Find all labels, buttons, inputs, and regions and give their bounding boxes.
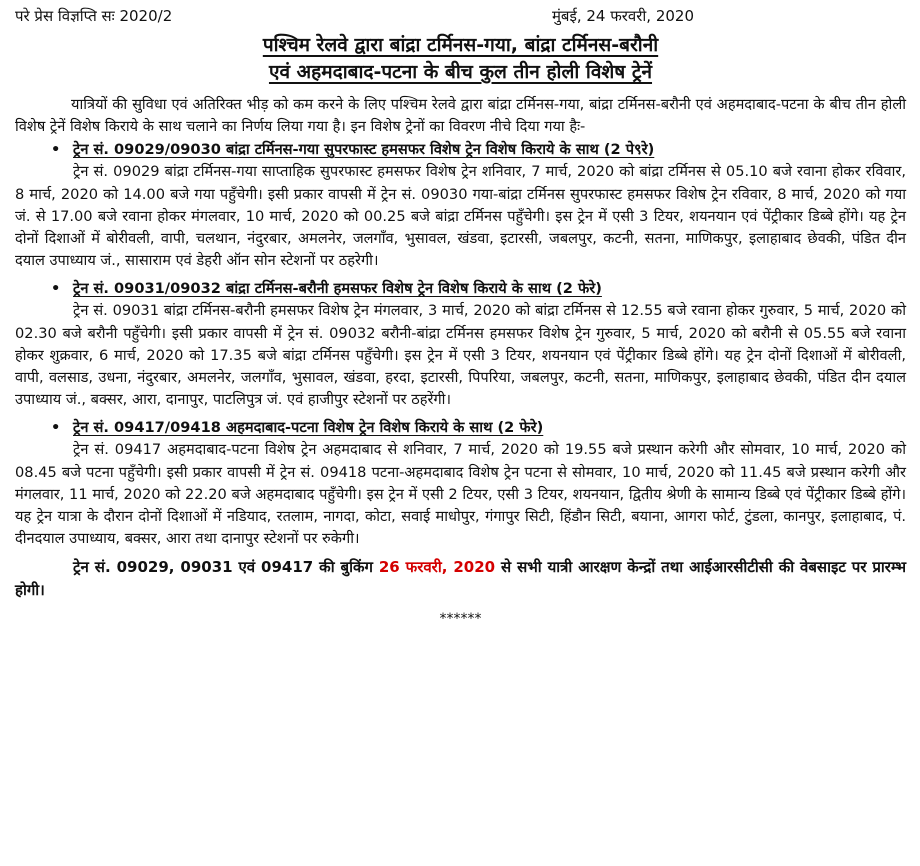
release-header (15, 6, 906, 28)
train-section-3 (15, 417, 906, 550)
release-number: परे प्रेस विज्ञप्ति सः 2020/2 (15, 7, 173, 25)
bullet-icon: • (51, 141, 61, 159)
train-section-2 (15, 278, 906, 411)
bullet-icon: • (51, 280, 61, 298)
train-details: ट्रेन सं. 09417 अहमदाबाद-पटना विशेष ट्रेन अहमदाबाद से शनिवार, 7 मार्च, 2020 को 19.55 बजे प्रस्थान करेगी और सोमवार, 10 मार्च, 2020 को 08.45 बजे पटना पहुँचेगी। इसी प्रकार वापसी में ट्रेन सं. 09418 पटना-अहमदाबाद विशेष ट्रेन पटना से सोमवार, 10 मार्च, 2020 को 11.45 बजे प्रस्थान करेगी और मंगलवार, 11 मार्च, 2020 को 22.20 बजे अहमदाबाद पहुँचेगी। इस ट्रेन में एसी 2 टियर, एसी 3 टियर, शयनयान, द्वितीय श्रेणी के सामान्य डिब्बे एवं पेंट्रीकार डिब्बे होंगे। यह ट्रेन यात्रा के दौरान दोनों दिशाओं में नडियाद, रतलाम, नागदा, कोटा, सवाई माधोपुर, गंगापुर सिटी, हिंडौन सिटी, बयाना, आगरा फोर्ट, टुंडला, कानपुर, इलाहाबाद, पं. दीनदयाल उपाध्याय, बक्सर, आरा तथा दानापुर स्टेशनों पर रुकेगी। (15, 441, 906, 548)
release-title (15, 32, 906, 86)
title-line-1: पश्चिम रेलवे द्वारा बांद्रा टर्मिनस-गया, बांद्रा टर्मिनस-बरौनी (262, 34, 659, 56)
train-heading (15, 139, 906, 161)
train-heading (15, 278, 906, 300)
end-marker: ****** (439, 611, 482, 628)
place-date: मुंबई, 24 फरवरी, 2020 (551, 7, 694, 25)
train-heading-text: ट्रेन सं. 09417/09418 अहमदाबाद-पटना विशेष ट्रेन विशेष किराये के साथ (2 फेरे) (73, 419, 544, 437)
train-heading (15, 417, 906, 439)
intro-paragraph: यात्रियों की सुविधा एवं अतिरिक्त भीड़ को कम करने के लिए पश्चिम रेलवे द्वारा बांद्रा टर्मिनस-गया, बांद्रा टर्मिनस-बरौनी एवं अहमदाबाद-पटना के बीच तीन होली विशेष ट्रेनें विशेष किराये के साथ चलाने का निर्णय लिया गया है। इन विशेष ट्रेनों का विवरण नीचे दिया गया हैः- (15, 96, 906, 136)
train-details: ट्रेन सं. 09031 बांद्रा टर्मिनस-बरौनी हमसफर विशेष ट्रेन मंगलवार, 3 मार्च, 2020 को बांद्रा टर्मिनस से 12.55 बजे रवाना होकर गुरुवार, 5 मार्च, 2020 को 02.30 बजे बरौनी पहुँचेगी। इसी प्रकार वापसी में ट्रेन सं. 09032 बरौनी-बांद्रा टर्मिनस हमसफर विशेष ट्रेन गुरुवार, 5 मार्च, 2020 को बरौनी से 05.55 बजे रवाना होकर शुक्रवार, 6 मार्च, 2020 को 17.35 बजे बांद्रा टर्मिनस पहुँचेगी। इस ट्रेन में एसी 3 टियर, शयनयान एवं पेंट्रीकार डिब्बे होंगे। यह ट्रेन दोनों दिशाओं में बोरीवली, वापी, वलसाड, उधना, नंदुरबार, अमलनेर, जलगाँव, भुसावल, खंडवा, हरदा, इटारसी, पिपरिया, जबलपुर, कटनी, सतना, माणिकपुर, इलाहाबाद छेवकी, पंडित दीन दयाल उपाध्याय जं., बक्सर, आरा, दानापुर, पाटलिपुत्र जं. एवं हाजीपुर स्टेशनों पर ठहरेंगी। (15, 302, 906, 409)
train-details: ट्रेन सं. 09029 बांद्रा टर्मिनस-गया साप्ताहिक सुपरफास्ट हमसफर विशेष ट्रेन शनिवार, 7 मार्च, 2020 को बांद्रा टर्मिनस से 05.10 बजे रवाना होकर रविवार, 8 मार्च, 2020 को 14.00 बजे गया पहुँचेगी। इसी प्रकार वापसी में ट्रेन सं. 09030 गया-बांद्रा टर्मिनस सुपरफास्ट हमसफर विशेष ट्रेन रविवार, 8 मार्च, 2020 को गया जं. से 17.00 बजे रवाना होकर मंगलवार, 10 मार्च, 2020 को 00.25 बजे बांद्रा टर्मिनस पहुँचेगी। इस ट्रेन में एसी 3 टियर, शयनयान एवं पेंट्रीकार डिब्बे होंगे। यह ट्रेन दोनों दिशाओं में बोरीवली, वापी, चलथान, नंदुरबार, अमलनेर, जलगाँव, भुसावल, खंडवा, इटारसी, जबलपुर, कटनी, सतना, माणिकपुर, इलाहाबाद छेवकी, पंडित दीन दयाल उपाध्याय जं., सासाराम एवं डेहरी ऑन सोन स्टेशनों पर ठहरेगी। (15, 163, 906, 270)
booking-prefix: ट्रेन सं. 09029, 09031 एवं 09417 की बुकिंग (73, 558, 379, 577)
booking-suffix: से सभी यात्री आरक्षण केन्द्रों तथा आईआरसीटीसी की वेबसाइट पर प्रारम्भ होगी। (15, 558, 906, 600)
bullet-icon: • (51, 419, 61, 437)
booking-date: 26 फरवरी, 2020 (378, 558, 496, 577)
booking-notice (15, 556, 906, 602)
train-section-1 (15, 139, 906, 272)
title-line-2: एवं अहमदाबाद-पटना के बीच कुल तीन होली विशेष ट्रेनें (268, 61, 653, 83)
train-heading-text: ट्रेन सं. 09031/09032 बांद्रा टर्मिनस-बरौनी हमसफर विशेष ट्रेन विशेष किराये के साथ (2 फेरे) (73, 280, 602, 298)
train-heading-text: ट्रेन सं. 09029/09030 बांद्रा टर्मिनस-गया सुपरफास्ट हमसफर विशेष ट्रेन विशेष किराये के साथ (2 पे९रे) (73, 141, 655, 159)
